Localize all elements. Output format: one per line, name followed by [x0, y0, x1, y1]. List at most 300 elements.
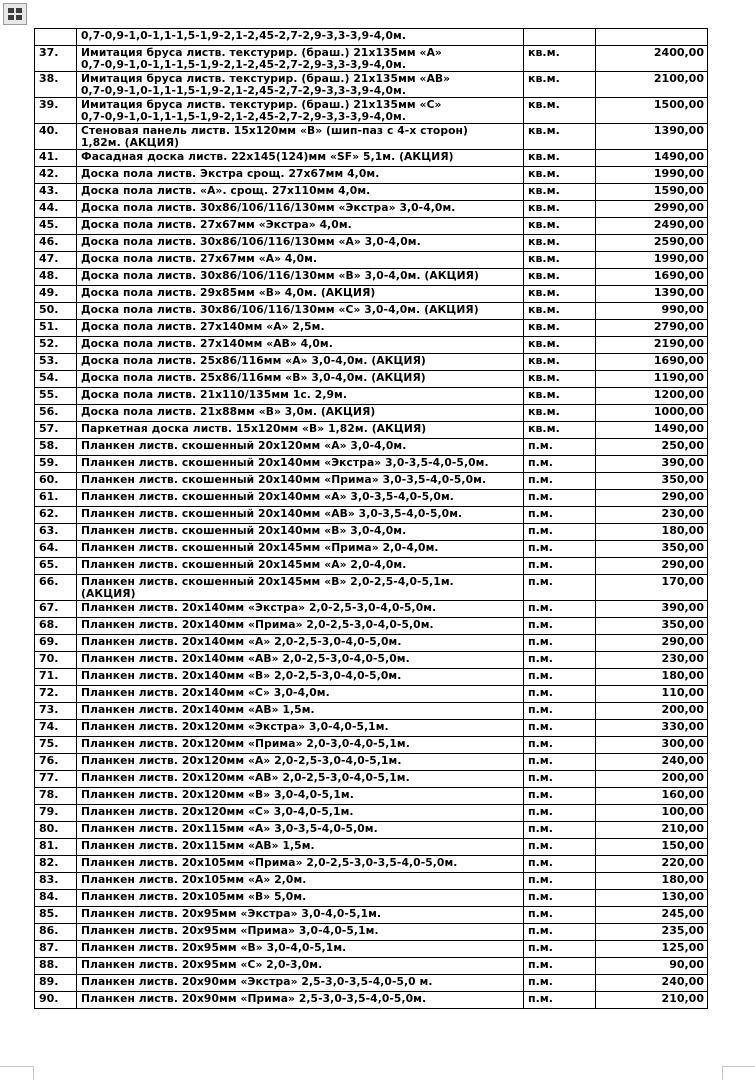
row-description-text: Планкен листв. скошенный 20х140мм «В» 3,0-4,0м. [81, 524, 407, 537]
table-row [35, 575, 708, 601]
table-row [35, 601, 708, 618]
row-price: 125,00 [596, 941, 708, 958]
row-number: 57. [35, 422, 77, 439]
row-number: 54. [35, 371, 77, 388]
row-description-text: Доска пола листв. 30х86/106/116/130мм «Экстра» 3,0-4,0м. [81, 201, 456, 214]
row-unit: кв.м. [524, 46, 596, 72]
row-description [77, 618, 524, 635]
row-description-text: Доска пола листв. 27х67мм «А» 4,0м. [81, 252, 318, 265]
row-number: 43. [35, 184, 77, 201]
row-unit: кв.м. [524, 371, 596, 388]
row-price: 240,00 [596, 975, 708, 992]
row-price: 1390,00 [596, 286, 708, 303]
row-number: 62. [35, 507, 77, 524]
table-row [35, 822, 708, 839]
row-unit: п.м. [524, 771, 596, 788]
row-price: 180,00 [596, 524, 708, 541]
row-price: 1490,00 [596, 150, 708, 167]
row-description [77, 167, 524, 184]
row-unit: п.м. [524, 907, 596, 924]
table-row [35, 839, 708, 856]
row-description-text: Планкен листв. скошенный 20х140мм «АВ» 3,0-3,5-4,0-5,0м. [81, 507, 463, 520]
row-price: 160,00 [596, 788, 708, 805]
row-description [77, 975, 524, 992]
row-number: 89. [35, 975, 77, 992]
row-number: 69. [35, 635, 77, 652]
row-description [77, 235, 524, 252]
table-row [35, 422, 708, 439]
row-description-text: Планкен листв. скошенный 20х140мм «А» 3,0-3,5-4,0-5,0м. [81, 490, 454, 503]
row-unit: кв.м. [524, 252, 596, 269]
row-description-text: Планкен листв. 20х120мм «С» 3,0-4,0-5,1м. [81, 805, 354, 818]
row-number: 85. [35, 907, 77, 924]
row-number: 47. [35, 252, 77, 269]
row-description-text: Планкен листв. скошенный 20х145мм «Прима» 2,0-4,0м. [81, 541, 439, 554]
row-price: 1200,00 [596, 388, 708, 405]
row-unit: п.м. [524, 805, 596, 822]
table-row [35, 737, 708, 754]
row-price: 1990,00 [596, 252, 708, 269]
row-unit: п.м. [524, 924, 596, 941]
row-price: 235,00 [596, 924, 708, 941]
table-row [35, 201, 708, 218]
row-description [77, 72, 524, 98]
row-description [77, 490, 524, 507]
row-description-text: Доска пола листв. «А». срощ. 27х110мм 4,0м. [81, 184, 371, 197]
row-number: 53. [35, 354, 77, 371]
row-description [77, 456, 524, 473]
row-price: 1990,00 [596, 167, 708, 184]
row-unit: кв.м. [524, 405, 596, 422]
row-description-text: Планкен листв. скошенный 20х140мм «Экстра» 3,0-3,5-4,0-5,0м. [81, 456, 489, 469]
row-unit: п.м. [524, 575, 596, 601]
row-number: 60. [35, 473, 77, 490]
row-number: 74. [35, 720, 77, 737]
row-description-text: Доска пола листв. 30х86/106/116/130мм «А» 3,0-4,0м. [81, 235, 421, 248]
row-description-text: Планкен листв. 20х105мм «Прима» 2,0-2,5-3,0-3,5-4,0-5,0м. [81, 856, 458, 869]
row-description-text: Планкен листв. 20х95мм «Прима» 3,0-4,0-5,1м. [81, 924, 379, 937]
row-unit: п.м. [524, 473, 596, 490]
row-price: 250,00 [596, 439, 708, 456]
row-description-text: Планкен листв. 20х140мм «АВ» 1,5м. [81, 703, 315, 716]
row-unit: п.м. [524, 941, 596, 958]
row-number: 70. [35, 652, 77, 669]
row-description-text: Планкен листв. 20х140мм «Прима» 2,0-2,5-3,0-4,0-5,0м. [81, 618, 434, 631]
row-description [77, 541, 524, 558]
row-description-text: Планкен листв. 20х90мм «Прима» 2,5-3,0-3,5-4,0-5,0м. [81, 992, 427, 1005]
row-price: 170,00 [596, 575, 708, 601]
row-description-text: Планкен листв. 20х105мм «А» 2,0м. [81, 873, 307, 886]
table-row [35, 924, 708, 941]
row-unit: п.м. [524, 439, 596, 456]
row-unit: кв.м. [524, 303, 596, 320]
row-price: 2400,00 [596, 46, 708, 72]
row-description-text: Планкен листв. скошенный 20х120мм «А» 3,0-4,0м. [81, 439, 407, 452]
table-row [35, 873, 708, 890]
row-number: 75. [35, 737, 77, 754]
table-row [35, 669, 708, 686]
row-description [77, 303, 524, 320]
row-description [77, 98, 524, 124]
row-unit: п.м. [524, 873, 596, 890]
row-description-text: Планкен листв. 20х120мм «АВ» 2,0-2,5-3,0-4,0-5,1м. [81, 771, 410, 784]
table-row [35, 354, 708, 371]
row-description-continuation: 0,7-0,9-1,0-1,1-1,5-1,9-2,1-2,45-2,7-2,9-3,3-3,9-4,0м. [81, 58, 406, 71]
row-description [77, 737, 524, 754]
row-description-text: Стеновая панель листв. 15х120мм «В» (шип-паз с 4-х сторон) [81, 124, 468, 137]
row-description [77, 873, 524, 890]
row-price: 130,00 [596, 890, 708, 907]
row-unit: кв.м. [524, 167, 596, 184]
row-price: 200,00 [596, 771, 708, 788]
row-description-text: Доска пола листв. 29х85мм «В» 4,0м. (АКЦИЯ) [81, 286, 376, 299]
row-description [77, 890, 524, 907]
table-row [35, 754, 708, 771]
row-price: 1390,00 [596, 124, 708, 150]
table-row [35, 703, 708, 720]
table-row [35, 337, 708, 354]
row-price: 990,00 [596, 303, 708, 320]
row-unit: п.м. [524, 839, 596, 856]
row-number: 82. [35, 856, 77, 873]
row-description-text: Планкен листв. 20х95мм «С» 2,0-3,0м. [81, 958, 323, 971]
row-number: 73. [35, 703, 77, 720]
table-row [35, 371, 708, 388]
row-unit: кв.м. [524, 354, 596, 371]
row-number: 44. [35, 201, 77, 218]
table-row [35, 558, 708, 575]
row-unit: п.м. [524, 992, 596, 1009]
row-number: 61. [35, 490, 77, 507]
row-description-text: Планкен листв. 20х120мм «А» 2,0-2,5-3,0-4,0-5,1м. [81, 754, 402, 767]
table-row [35, 269, 708, 286]
table-row [35, 473, 708, 490]
row-description-text: Планкен листв. 20х120мм «В» 3,0-4,0-5,1м. [81, 788, 354, 801]
row-description-text: Планкен листв. 20х140мм «АВ» 2,0-2,5-3,0-4,0-5,0м. [81, 652, 410, 665]
table-row [35, 890, 708, 907]
row-price: 1500,00 [596, 98, 708, 124]
row-number: 55. [35, 388, 77, 405]
row-description [77, 992, 524, 1009]
table-row [35, 507, 708, 524]
table-row [35, 975, 708, 992]
table-row [35, 167, 708, 184]
row-number: 81. [35, 839, 77, 856]
row-unit: п.м. [524, 703, 596, 720]
row-description-continuation: 1,82м. (АКЦИЯ) [81, 136, 180, 149]
row-price: 2190,00 [596, 337, 708, 354]
row-price: 350,00 [596, 473, 708, 490]
row-description [77, 422, 524, 439]
row-number: 84. [35, 890, 77, 907]
row-number: 67. [35, 601, 77, 618]
table-row [35, 150, 708, 167]
row-description-text: Доска пола листв. Экстра срощ. 27х67мм 4,0м. [81, 167, 380, 180]
table-row [35, 720, 708, 737]
row-description-text: Планкен листв. скошенный 20х145мм «А» 2,0-4,0м. [81, 558, 407, 571]
table-row [35, 490, 708, 507]
table-row [35, 320, 708, 337]
table-row [35, 541, 708, 558]
row-description [77, 218, 524, 235]
row-price: 350,00 [596, 618, 708, 635]
row-number: 50. [35, 303, 77, 320]
table-row [35, 805, 708, 822]
row-price: 1000,00 [596, 405, 708, 422]
row-description [77, 124, 524, 150]
row-description-text: Планкен листв. 20х120мм «Прима» 2,0-3,0-4,0-5,1м. [81, 737, 410, 750]
table-row-continued [35, 29, 708, 46]
row-number: 38. [35, 72, 77, 98]
table-row [35, 618, 708, 635]
row-unit: кв.м. [524, 388, 596, 405]
table-row [35, 235, 708, 252]
row-number: 63. [35, 524, 77, 541]
row-description-text: Имитация бруса листв. текстурир. (браш.) 21х135мм «АВ» [81, 72, 451, 85]
row-number: 59. [35, 456, 77, 473]
row-number: 52. [35, 337, 77, 354]
row-description [77, 558, 524, 575]
row-description [77, 388, 524, 405]
row-description-text: Планкен листв. 20х120мм «Экстра» 3,0-4,0-5,1м. [81, 720, 389, 733]
table-row [35, 907, 708, 924]
row-description [77, 601, 524, 618]
row-unit: кв.м. [524, 337, 596, 354]
row-unit: кв.м. [524, 320, 596, 337]
row-number: 51. [35, 320, 77, 337]
row-description [77, 686, 524, 703]
row-description [77, 652, 524, 669]
row-number: 72. [35, 686, 77, 703]
row-description [77, 635, 524, 652]
row-number: 66. [35, 575, 77, 601]
row-unit: кв.м. [524, 124, 596, 150]
row-number: 64. [35, 541, 77, 558]
row-description-text: Доска пола листв. 30х86/106/116/130мм «В» 3,0-4,0м. (АКЦИЯ) [81, 269, 479, 282]
table-row [35, 405, 708, 422]
row-price: 1490,00 [596, 422, 708, 439]
row-description [77, 269, 524, 286]
row-description [77, 320, 524, 337]
row-description-text: Планкен листв. 20х140мм «Экстра» 2,0-2,5-3,0-4,0-5,0м. [81, 601, 437, 614]
row-description-text: Планкен листв. 20х95мм «В» 3,0-4,0-5,1м. [81, 941, 347, 954]
row-price: 110,00 [596, 686, 708, 703]
row-number: 87. [35, 941, 77, 958]
row-description [77, 150, 524, 167]
row-number: 42. [35, 167, 77, 184]
row-description-text: Доска пола листв. 25х86/116мм «А» 3,0-4,0м. (АКЦИЯ) [81, 354, 426, 367]
row-unit: п.м. [524, 788, 596, 805]
table-row [35, 941, 708, 958]
row-description-text: Планкен листв. 20х90мм «Экстра» 2,5-3,0-3,5-4,0-5,0 м. [81, 975, 433, 988]
row-price: 245,00 [596, 907, 708, 924]
row-price: 1590,00 [596, 184, 708, 201]
row-unit: кв.м. [524, 422, 596, 439]
row-price [596, 29, 708, 46]
row-unit: п.м. [524, 856, 596, 873]
row-unit: кв.м. [524, 286, 596, 303]
page-corner-mark-left [0, 1066, 34, 1082]
row-price: 240,00 [596, 754, 708, 771]
table-row [35, 856, 708, 873]
row-price: 1690,00 [596, 354, 708, 371]
row-unit: кв.м. [524, 98, 596, 124]
table-row [35, 98, 708, 124]
table-row [35, 124, 708, 150]
row-unit: п.м. [524, 524, 596, 541]
row-description-text: Планкен листв. скошенный 20х145мм «В» 2,0-2,5-4,0-5,1м. [81, 575, 454, 588]
row-price: 290,00 [596, 635, 708, 652]
row-number: 90. [35, 992, 77, 1009]
row-description-text: Планкен листв. 20х95мм «Экстра» 3,0-4,0-5,1м. [81, 907, 382, 920]
row-description-continuation: (АКЦИЯ) [81, 587, 136, 600]
table-row [35, 771, 708, 788]
row-description [77, 46, 524, 72]
row-number: 56. [35, 405, 77, 422]
row-price: 2990,00 [596, 201, 708, 218]
row-number: 80. [35, 822, 77, 839]
row-number: 58. [35, 439, 77, 456]
row-description [77, 941, 524, 958]
row-price: 390,00 [596, 601, 708, 618]
row-description-text: Планкен листв. 20х140мм «В» 2,0-2,5-3,0-4,0-5,0м. [81, 669, 402, 682]
row-unit: п.м. [524, 635, 596, 652]
table-row [35, 686, 708, 703]
row-number: 49. [35, 286, 77, 303]
row-price: 2490,00 [596, 218, 708, 235]
row-unit: п.м. [524, 507, 596, 524]
row-unit: п.м. [524, 652, 596, 669]
row-description [77, 405, 524, 422]
row-description [77, 771, 524, 788]
row-unit: кв.м. [524, 150, 596, 167]
row-description-text: Планкен листв. 20х140мм «С» 3,0-4,0м. [81, 686, 330, 699]
page-corner-mark-right [722, 1066, 755, 1082]
row-number: 45. [35, 218, 77, 235]
row-description-text: Доска пола листв. 27х140мм «АВ» 4,0м. [81, 337, 333, 350]
row-description [77, 669, 524, 686]
row-number: 39. [35, 98, 77, 124]
row-description [77, 201, 524, 218]
row-price: 290,00 [596, 490, 708, 507]
row-description [77, 805, 524, 822]
row-description [77, 507, 524, 524]
row-price: 390,00 [596, 456, 708, 473]
row-number: 83. [35, 873, 77, 890]
row-description-text: Доска пола листв. 30х86/106/116/130мм «С» 3,0-4,0м. (АКЦИЯ) [81, 303, 479, 316]
row-description [77, 337, 524, 354]
row-description [77, 184, 524, 201]
row-unit: кв.м. [524, 218, 596, 235]
row-unit: п.м. [524, 686, 596, 703]
row-description-text: Доска пола листв. 21х110/135мм 1с. 2,9м. [81, 388, 348, 401]
row-unit: п.м. [524, 822, 596, 839]
row-number: 78. [35, 788, 77, 805]
row-description-text: Паркетная доска листв. 15х120мм «В» 1,82м. (АКЦИЯ) [81, 422, 427, 435]
row-unit: п.м. [524, 737, 596, 754]
row-unit: кв.м. [524, 235, 596, 252]
row-description-text: Имитация бруса листв. текстурир. (браш.) 21х135мм «С» [81, 98, 442, 111]
row-description [77, 286, 524, 303]
row-unit: кв.м. [524, 201, 596, 218]
row-number: 77. [35, 771, 77, 788]
table-row [35, 635, 708, 652]
row-number: 41. [35, 150, 77, 167]
row-price: 300,00 [596, 737, 708, 754]
table-row [35, 992, 708, 1009]
row-number: 79. [35, 805, 77, 822]
row-number: 37. [35, 46, 77, 72]
row-price: 1690,00 [596, 269, 708, 286]
table-row [35, 184, 708, 201]
row-price: 90,00 [596, 958, 708, 975]
table-row [35, 456, 708, 473]
row-description [77, 524, 524, 541]
table-row [35, 252, 708, 269]
row-price: 1190,00 [596, 371, 708, 388]
row-number [35, 29, 77, 46]
row-price: 150,00 [596, 839, 708, 856]
grid-move-icon [3, 3, 27, 25]
row-price: 230,00 [596, 507, 708, 524]
row-description [77, 754, 524, 771]
row-unit: п.м. [524, 558, 596, 575]
row-description [77, 252, 524, 269]
row-number: 40. [35, 124, 77, 150]
row-unit: п.м. [524, 720, 596, 737]
row-number: 76. [35, 754, 77, 771]
row-number: 88. [35, 958, 77, 975]
table-row [35, 524, 708, 541]
row-unit [524, 29, 596, 46]
row-unit: п.м. [524, 975, 596, 992]
row-description [77, 907, 524, 924]
row-description-text: Имитация бруса листв. текстурир. (браш.) 21х135мм «А» [81, 46, 442, 59]
row-price: 350,00 [596, 541, 708, 558]
row-description-text: Планкен листв. 20х105мм «В» 5,0м. [81, 890, 307, 903]
row-description-continuation: 0,7-0,9-1,0-1,1-1,5-1,9-2,1-2,45-2,7-2,9-3,3-3,9-4,0м. [81, 84, 406, 97]
row-price: 100,00 [596, 805, 708, 822]
row-description-continuation: 0,7-0,9-1,0-1,1-1,5-1,9-2,1-2,45-2,7-2,9-3,3-3,9-4,0м. [81, 110, 406, 123]
row-unit: кв.м. [524, 269, 596, 286]
row-number: 48. [35, 269, 77, 286]
row-price: 2590,00 [596, 235, 708, 252]
row-unit: п.м. [524, 490, 596, 507]
row-unit: кв.м. [524, 72, 596, 98]
row-price: 180,00 [596, 669, 708, 686]
row-unit: п.м. [524, 541, 596, 558]
row-price: 210,00 [596, 822, 708, 839]
row-unit: п.м. [524, 601, 596, 618]
table-row [35, 303, 708, 320]
table-row [35, 788, 708, 805]
row-price: 180,00 [596, 873, 708, 890]
table-row [35, 958, 708, 975]
row-unit: п.м. [524, 618, 596, 635]
table-row [35, 439, 708, 456]
table-move-handle[interactable] [0, 0, 32, 28]
row-description-text: Планкен листв. 20х115мм «А» 3,0-3,5-4,0-5,0м. [81, 822, 378, 835]
row-number: 71. [35, 669, 77, 686]
row-description-text: Планкен листв. скошенный 20х140мм «Прима» 3,0-3,5-4,0-5,0м. [81, 473, 487, 486]
row-price: 200,00 [596, 703, 708, 720]
row-description [77, 924, 524, 941]
row-unit: п.м. [524, 958, 596, 975]
price-table [34, 28, 708, 1009]
table-row [35, 72, 708, 98]
row-description-text: Планкен листв. 20х115мм «АВ» 1,5м. [81, 839, 315, 852]
row-price: 290,00 [596, 558, 708, 575]
